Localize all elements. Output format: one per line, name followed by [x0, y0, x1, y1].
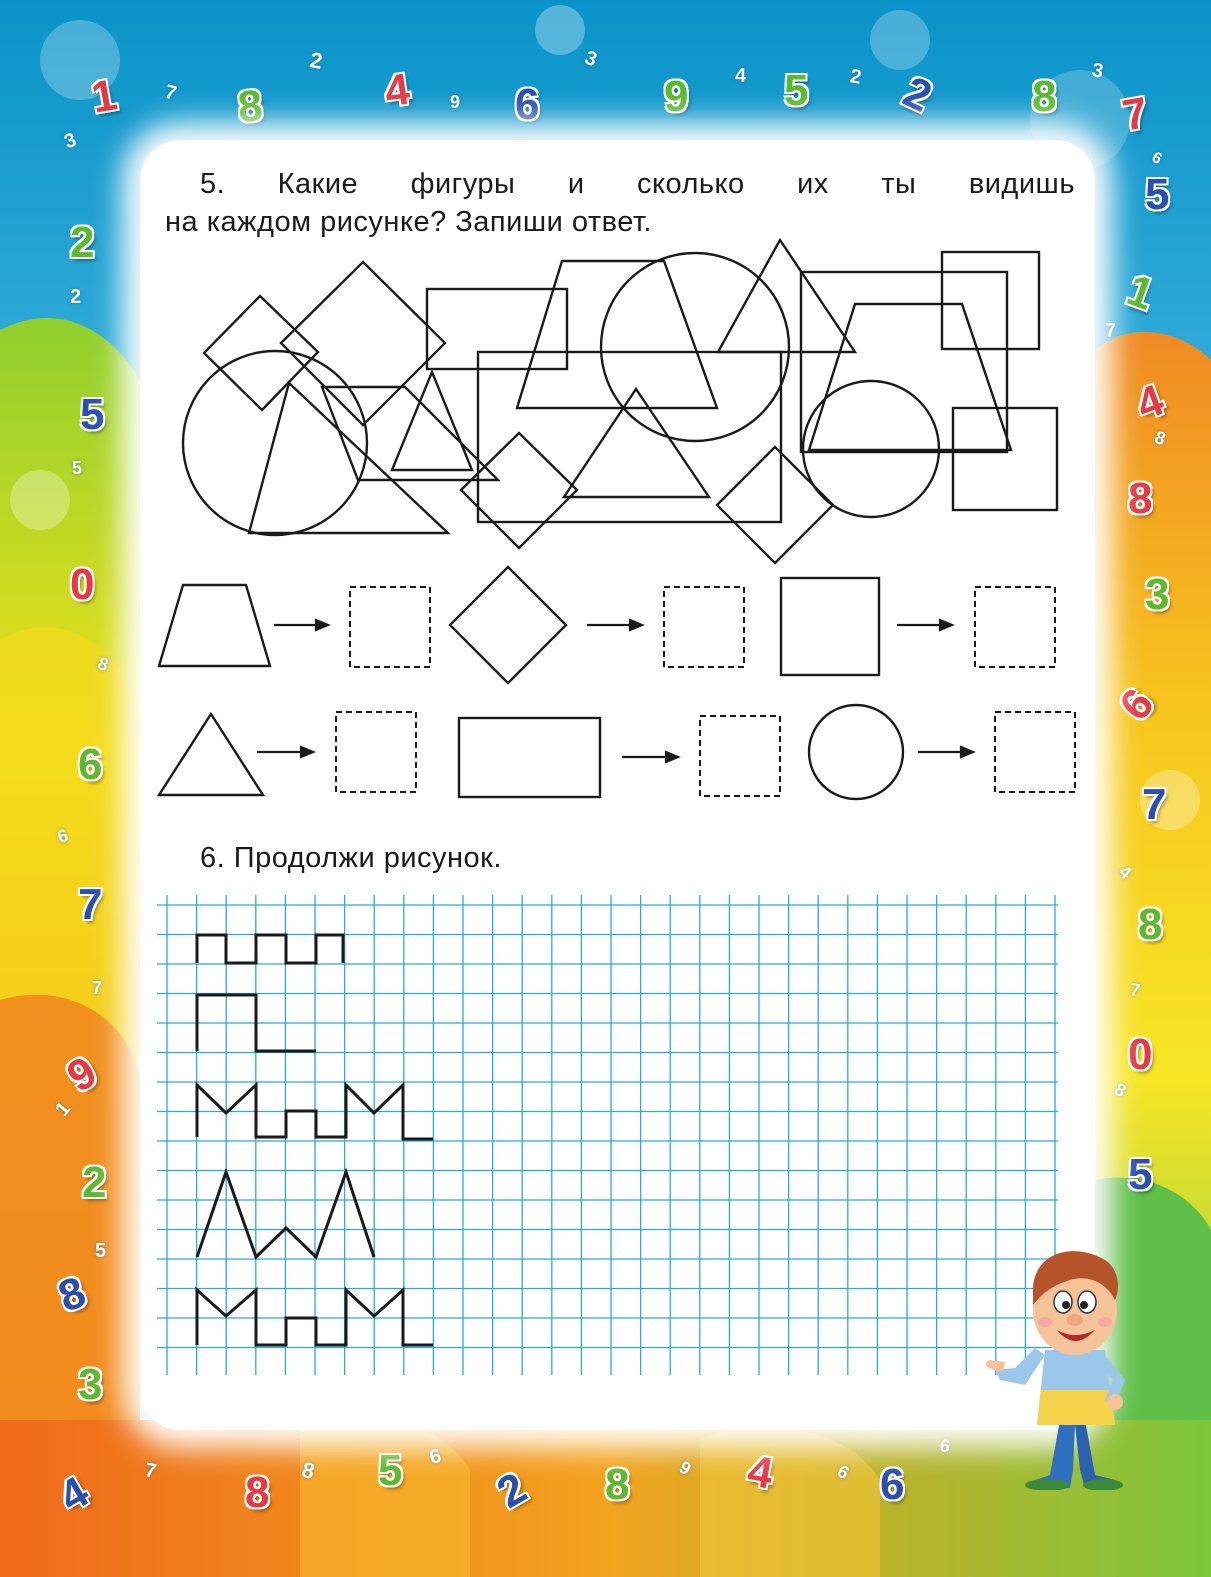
decorative-digit: 1: [1120, 265, 1161, 320]
task5-word: и: [567, 168, 585, 200]
decorative-digit: 8: [245, 1468, 270, 1517]
decorative-digit: 6: [880, 1460, 905, 1509]
task5-word: Какие: [277, 168, 359, 200]
task6-heading: 6. Продолжи рисунок.: [200, 842, 502, 874]
decorative-digit: 5: [72, 458, 83, 478]
decorative-digit: 2: [70, 218, 95, 267]
decorative-digit: 9: [675, 1456, 695, 1480]
decorative-digit: 7: [1128, 979, 1142, 1001]
decorative-digit: 9: [664, 72, 689, 121]
task5-line1: [200, 168, 1075, 201]
decorative-digit: 6: [515, 80, 540, 129]
decorative-digit: 8: [605, 1460, 630, 1509]
task5-word: сколько: [636, 168, 745, 200]
decorative-digit: 5: [95, 1240, 107, 1262]
decorative-digit: 3: [1145, 570, 1170, 619]
decorative-digit: 3: [78, 1360, 103, 1409]
decorative-digit: 5: [378, 1446, 403, 1495]
decorative-digit: 7: [1105, 320, 1117, 342]
decorative-digit: 0: [70, 560, 95, 609]
decorative-digit: 8: [235, 81, 265, 132]
decorative-digit: 2: [489, 1463, 535, 1518]
decorative-digit: 8: [95, 652, 112, 676]
decorative-digit: 1: [51, 1097, 76, 1121]
decorative-digit: 6: [1110, 679, 1164, 730]
decorative-digit: 8: [1152, 426, 1169, 450]
decorative-digit: 4: [381, 64, 413, 117]
decorative-digit: 6: [938, 1435, 952, 1457]
decorative-digit: 6: [54, 824, 71, 848]
decorative-digit: 8: [299, 1456, 318, 1485]
decorative-digit: 5: [1128, 1150, 1153, 1199]
decorative-digit: 7: [143, 1459, 159, 1483]
decorative-digit: 6: [1148, 148, 1165, 169]
decorative-digit: 7: [1142, 780, 1167, 829]
decorative-digit: 7: [1118, 88, 1152, 141]
decorative-digit: 5: [784, 66, 809, 115]
decorative-digit: 8: [1128, 474, 1153, 523]
decorative-digit: 3: [61, 128, 80, 154]
task5-word: фигуры: [410, 168, 516, 200]
decorative-digit: 2: [848, 65, 864, 89]
decorative-digit: 6: [833, 1460, 853, 1484]
decorative-digit: 2: [308, 47, 325, 74]
decorative-digit: 2: [82, 1158, 107, 1207]
decorative-digit: 3: [1090, 59, 1106, 83]
decorative-digit: 6: [427, 1444, 444, 1470]
decorative-digit: 1: [87, 70, 121, 123]
decorative-digit: 0: [1128, 1030, 1153, 1079]
content-panel: [140, 140, 1095, 1430]
decorative-digit: 7: [92, 978, 103, 998]
decorative-digit: 7: [162, 80, 179, 106]
task5-line2: на каждом рисунке? Запиши ответ.: [165, 206, 652, 238]
decorative-digit: 4: [51, 1467, 97, 1522]
decorative-digit: 5: [80, 390, 105, 439]
decorative-digit: 4: [735, 65, 747, 87]
task5-word: их: [797, 168, 829, 200]
decorative-digit: 9: [59, 1047, 105, 1102]
decorative-digit: 8: [52, 1267, 92, 1322]
decorative-digit: 8: [1110, 1078, 1130, 1102]
decorative-digit: 4: [1115, 861, 1136, 883]
decorative-digit: 7: [78, 880, 103, 929]
decorative-digit: 2: [896, 67, 939, 122]
cartoon-boy-illustration: [975, 1230, 1160, 1490]
decorative-digit: 3: [581, 46, 600, 72]
decorative-digit: 4: [1130, 375, 1170, 430]
decorative-digit: 4: [744, 1446, 777, 1499]
decorative-digit: 6: [78, 740, 103, 789]
task5-number: 5.: [200, 168, 226, 200]
decorative-digit: 2: [70, 286, 82, 308]
task5-word: ты: [881, 168, 917, 200]
decorative-digit: 8: [1138, 900, 1163, 949]
decorative-digit: 8: [1032, 72, 1057, 121]
decorative-digit: 9: [450, 92, 461, 112]
task5-word: видишь: [968, 168, 1075, 200]
decorative-digit: 5: [1145, 170, 1170, 219]
